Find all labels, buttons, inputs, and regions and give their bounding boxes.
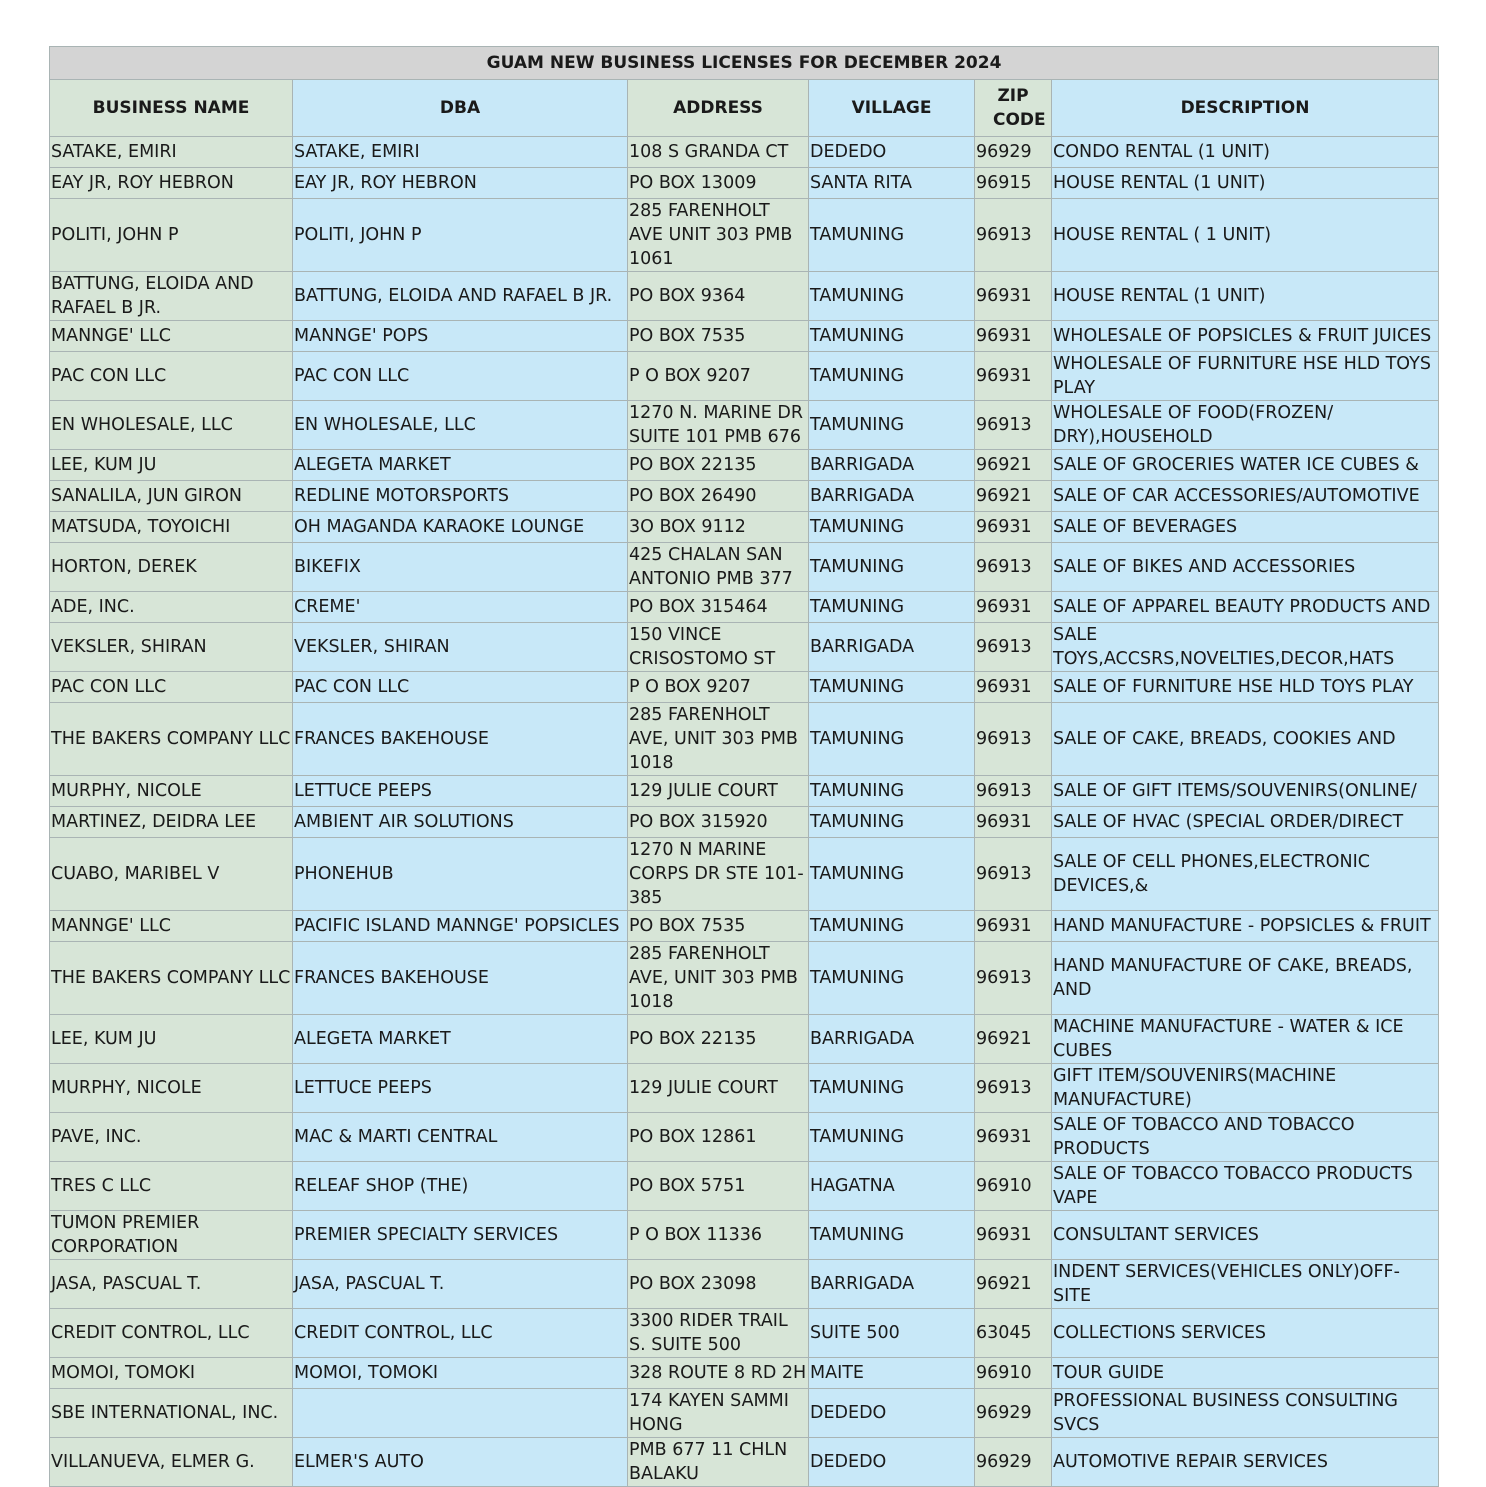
cell-business-name: PAVE, INC. <box>50 1113 293 1162</box>
cell-address: 150 VINCE CRISOSTOMO ST <box>628 623 809 672</box>
cell-village: TAMUNING <box>809 1211 975 1260</box>
cell-dba: MANNGE' POPS <box>293 321 628 352</box>
cell-dba: ELMER'S AUTO <box>293 1438 628 1487</box>
table-row <box>50 199 1439 272</box>
cell-description: AUTOMOTIVE REPAIR SERVICES <box>1052 1438 1439 1487</box>
cell-address: P O BOX 9207 <box>628 352 809 401</box>
cell-village: TAMUNING <box>809 592 975 623</box>
cell-village: TAMUNING <box>809 838 975 911</box>
cell-description: SALE OF GIFT ITEMS/SOUVENIRS(ONLINE/ <box>1052 776 1439 807</box>
header-row <box>50 80 1439 137</box>
table-row <box>50 450 1439 481</box>
cell-business-name: MATSUDA, TOYOICHI <box>50 512 293 543</box>
cell-village: TAMUNING <box>809 352 975 401</box>
cell-dba: FRANCES BAKEHOUSE <box>293 942 628 1015</box>
cell-village: TAMUNING <box>809 543 975 592</box>
cell-dba: BIKEFIX <box>293 543 628 592</box>
cell-business-name: ADE, INC. <box>50 592 293 623</box>
table-row <box>50 1438 1439 1487</box>
cell-village: HAGATNA <box>809 1162 975 1211</box>
cell-village: DEDEDO <box>809 1438 975 1487</box>
cell-business-name: MOMOI, TOMOKI <box>50 1358 293 1389</box>
cell-village: BARRIGADA <box>809 1260 975 1309</box>
cell-business-name: PAC CON LLC <box>50 352 293 401</box>
cell-business-name: THE BAKERS COMPANY LLC <box>50 942 293 1015</box>
cell-description: MACHINE MANUFACTURE - WATER & ICE CUBES <box>1052 1015 1439 1064</box>
table-row <box>50 1113 1439 1162</box>
table-row <box>50 1211 1439 1260</box>
cell-address: 108 S GRANDA CT <box>628 137 809 168</box>
cell-business-name: MURPHY, NICOLE <box>50 1064 293 1113</box>
cell-dba: BATTUNG, ELOIDA AND RAFAEL B JR. <box>293 272 628 321</box>
table-row <box>50 481 1439 512</box>
table-row <box>50 623 1439 672</box>
cell-business-name: TUMON PREMIER CORPORATION <box>50 1211 293 1260</box>
table-row <box>50 401 1439 450</box>
cell-business-name: MARTINEZ, DEIDRA LEE <box>50 807 293 838</box>
table-body <box>50 137 1439 1487</box>
cell-dba: CREME' <box>293 592 628 623</box>
cell-zip-code: 96931 <box>975 1211 1052 1260</box>
cell-description: SALE OF CELL PHONES,ELECTRONIC DEVICES,& <box>1052 838 1439 911</box>
cell-village: TAMUNING <box>809 1064 975 1113</box>
table-row <box>50 272 1439 321</box>
cell-zip-code: 96913 <box>975 942 1052 1015</box>
business-licenses-table <box>49 46 1439 1487</box>
cell-zip-code: 96913 <box>975 199 1052 272</box>
cell-description: SALE OF CAKE, BREADS, COOKIES AND <box>1052 703 1439 776</box>
cell-dba: POLITI, JOHN P <box>293 199 628 272</box>
cell-dba: PAC CON LLC <box>293 352 628 401</box>
table-row <box>50 703 1439 776</box>
cell-address: PO BOX 5751 <box>628 1162 809 1211</box>
cell-village: TAMUNING <box>809 512 975 543</box>
cell-zip-code: 96931 <box>975 272 1052 321</box>
cell-address: PO BOX 22135 <box>628 450 809 481</box>
cell-village: BARRIGADA <box>809 450 975 481</box>
table-row <box>50 1064 1439 1113</box>
cell-description: HAND MANUFACTURE - POPSICLES & FRUIT <box>1052 911 1439 942</box>
cell-zip-code: 63045 <box>975 1309 1052 1358</box>
table-row <box>50 1260 1439 1309</box>
cell-business-name: SANALILA, JUN GIRON <box>50 481 293 512</box>
cell-dba: MOMOI, TOMOKI <box>293 1358 628 1389</box>
cell-description: GIFT ITEM/SOUVENIRS(MACHINE MANUFACTURE) <box>1052 1064 1439 1113</box>
cell-address: 328 ROUTE 8 RD 2H <box>628 1358 809 1389</box>
cell-village: BARRIGADA <box>809 623 975 672</box>
cell-zip-code: 96931 <box>975 321 1052 352</box>
header-dba: DBA <box>293 80 628 137</box>
cell-description: SALE OF BEVERAGES <box>1052 512 1439 543</box>
cell-description: COLLECTIONS SERVICES <box>1052 1309 1439 1358</box>
cell-business-name: CUABO, MARIBEL V <box>50 838 293 911</box>
cell-address: 129 JULIE COURT <box>628 1064 809 1113</box>
cell-address: PO BOX 7535 <box>628 321 809 352</box>
table-row <box>50 776 1439 807</box>
cell-dba <box>293 1389 628 1438</box>
cell-address: 1270 N MARINE CORPS DR STE 101-385 <box>628 838 809 911</box>
cell-zip-code: 96929 <box>975 137 1052 168</box>
cell-dba: FRANCES BAKEHOUSE <box>293 703 628 776</box>
table-row <box>50 168 1439 199</box>
cell-village: DEDEDO <box>809 1389 975 1438</box>
table-row <box>50 512 1439 543</box>
table-row <box>50 911 1439 942</box>
cell-dba: PREMIER SPECIALTY SERVICES <box>293 1211 628 1260</box>
cell-business-name: MANNGE' LLC <box>50 321 293 352</box>
cell-address: P O BOX 11336 <box>628 1211 809 1260</box>
cell-zip-code: 96913 <box>975 776 1052 807</box>
cell-dba: ALEGETA MARKET <box>293 1015 628 1064</box>
cell-zip-code: 96910 <box>975 1358 1052 1389</box>
cell-village: TAMUNING <box>809 776 975 807</box>
table-row <box>50 942 1439 1015</box>
cell-address: PO BOX 13009 <box>628 168 809 199</box>
table-row <box>50 1162 1439 1211</box>
table-row <box>50 1358 1439 1389</box>
cell-description: SALE OF HVAC (SPECIAL ORDER/DIRECT <box>1052 807 1439 838</box>
header-description: DESCRIPTION <box>1052 80 1439 137</box>
table-row <box>50 592 1439 623</box>
cell-zip-code: 96921 <box>975 1015 1052 1064</box>
cell-address: PO BOX 26490 <box>628 481 809 512</box>
cell-zip-code: 96931 <box>975 911 1052 942</box>
cell-dba: EAY JR, ROY HEBRON <box>293 168 628 199</box>
cell-zip-code: 96913 <box>975 623 1052 672</box>
cell-description: HOUSE RENTAL ( 1 UNIT) <box>1052 199 1439 272</box>
cell-address: PO BOX 9364 <box>628 272 809 321</box>
cell-dba: RELEAF SHOP (THE) <box>293 1162 628 1211</box>
cell-dba: REDLINE MOTORSPORTS <box>293 481 628 512</box>
cell-address: PO BOX 23098 <box>628 1260 809 1309</box>
cell-dba: PHONEHUB <box>293 838 628 911</box>
cell-zip-code: 96913 <box>975 1064 1052 1113</box>
cell-business-name: LEE, KUM JU <box>50 450 293 481</box>
header-business-name: BUSINESS NAME <box>50 80 293 137</box>
cell-dba: ALEGETA MARKET <box>293 450 628 481</box>
cell-village: DEDEDO <box>809 137 975 168</box>
cell-address: 3O BOX 9112 <box>628 512 809 543</box>
cell-dba: SATAKE, EMIRI <box>293 137 628 168</box>
table-row <box>50 807 1439 838</box>
cell-description: HAND MANUFACTURE OF CAKE, BREADS, AND <box>1052 942 1439 1015</box>
cell-business-name: MANNGE' LLC <box>50 911 293 942</box>
cell-village: TAMUNING <box>809 272 975 321</box>
cell-address: 425 CHALAN SAN ANTONIO PMB 377 <box>628 543 809 592</box>
cell-description: WHOLESALE OF FOOD(FROZEN/ DRY),HOUSEHOLD <box>1052 401 1439 450</box>
cell-dba: OH MAGANDA KARAOKE LOUNGE <box>293 512 628 543</box>
cell-description: TOUR GUIDE <box>1052 1358 1439 1389</box>
table-row <box>50 543 1439 592</box>
cell-dba: CREDIT CONTROL, LLC <box>293 1309 628 1358</box>
table-title: GUAM NEW BUSINESS LICENSES FOR DECEMBER 2024 <box>50 47 1439 80</box>
cell-zip-code: 96929 <box>975 1438 1052 1487</box>
table-row <box>50 321 1439 352</box>
cell-village: TAMUNING <box>809 321 975 352</box>
cell-address: 1270 N. MARINE DR SUITE 101 PMB 676 <box>628 401 809 450</box>
table-row <box>50 672 1439 703</box>
header-zip-code: ZIP CODE <box>975 80 1052 137</box>
cell-description: CONDO RENTAL (1 UNIT) <box>1052 137 1439 168</box>
table-row <box>50 1309 1439 1358</box>
cell-business-name: JASA, PASCUAL T. <box>50 1260 293 1309</box>
cell-zip-code: 96913 <box>975 703 1052 776</box>
table-row <box>50 838 1439 911</box>
cell-dba: JASA, PASCUAL T. <box>293 1260 628 1309</box>
cell-description: SALE OF TOBACCO AND TOBACCO PRODUCTS <box>1052 1113 1439 1162</box>
cell-address: 3300 RIDER TRAIL S. SUITE 500 <box>628 1309 809 1358</box>
cell-dba: MAC & MARTI CENTRAL <box>293 1113 628 1162</box>
cell-address: PO BOX 315920 <box>628 807 809 838</box>
cell-description: SALE OF FURNITURE HSE HLD TOYS PLAY <box>1052 672 1439 703</box>
cell-business-name: TRES C LLC <box>50 1162 293 1211</box>
cell-dba: PAC CON LLC <box>293 672 628 703</box>
cell-business-name: EAY JR, ROY HEBRON <box>50 168 293 199</box>
cell-village: TAMUNING <box>809 703 975 776</box>
cell-address: 129 JULIE COURT <box>628 776 809 807</box>
cell-zip-code: 96929 <box>975 1389 1052 1438</box>
cell-village: SUITE 500 <box>809 1309 975 1358</box>
cell-business-name: HORTON, DEREK <box>50 543 293 592</box>
header-village: VILLAGE <box>809 80 975 137</box>
cell-village: BARRIGADA <box>809 1015 975 1064</box>
cell-description: SALE OF CAR ACCESSORIES/AUTOMOTIVE <box>1052 481 1439 512</box>
cell-address: 174 KAYEN SAMMI HONG <box>628 1389 809 1438</box>
table-row <box>50 1389 1439 1438</box>
cell-description: WHOLESALE OF POPSICLES & FRUIT JUICES <box>1052 321 1439 352</box>
cell-dba: VEKSLER, SHIRAN <box>293 623 628 672</box>
cell-village: TAMUNING <box>809 199 975 272</box>
cell-dba: LETTUCE PEEPS <box>293 776 628 807</box>
cell-business-name: MURPHY, NICOLE <box>50 776 293 807</box>
cell-business-name: EN WHOLESALE, LLC <box>50 401 293 450</box>
cell-business-name: CREDIT CONTROL, LLC <box>50 1309 293 1358</box>
cell-business-name: LEE, KUM JU <box>50 1015 293 1064</box>
cell-village: TAMUNING <box>809 942 975 1015</box>
cell-zip-code: 96913 <box>975 401 1052 450</box>
cell-business-name: PAC CON LLC <box>50 672 293 703</box>
cell-address: PO BOX 315464 <box>628 592 809 623</box>
cell-description: INDENT SERVICES(VEHICLES ONLY)OFF-SITE <box>1052 1260 1439 1309</box>
cell-zip-code: 96913 <box>975 838 1052 911</box>
cell-zip-code: 96931 <box>975 512 1052 543</box>
cell-address: P O BOX 9207 <box>628 672 809 703</box>
cell-dba: AMBIENT AIR SOLUTIONS <box>293 807 628 838</box>
cell-village: TAMUNING <box>809 807 975 838</box>
cell-zip-code: 96910 <box>975 1162 1052 1211</box>
cell-description: HOUSE RENTAL (1 UNIT) <box>1052 168 1439 199</box>
cell-village: TAMUNING <box>809 1113 975 1162</box>
cell-dba: EN WHOLESALE, LLC <box>293 401 628 450</box>
cell-address: 285 FARENHOLT AVE, UNIT 303 PMB 1018 <box>628 942 809 1015</box>
cell-zip-code: 96931 <box>975 352 1052 401</box>
cell-description: SALE OF BIKES AND ACCESSORIES <box>1052 543 1439 592</box>
cell-address: PO BOX 7535 <box>628 911 809 942</box>
cell-village: TAMUNING <box>809 911 975 942</box>
table-row <box>50 137 1439 168</box>
cell-dba: PACIFIC ISLAND MANNGE' POPSICLES <box>293 911 628 942</box>
cell-business-name: POLITI, JOHN P <box>50 199 293 272</box>
cell-zip-code: 96931 <box>975 807 1052 838</box>
cell-zip-code: 96921 <box>975 1260 1052 1309</box>
cell-address: PMB 677 11 CHLN BALAKU <box>628 1438 809 1487</box>
cell-business-name: THE BAKERS COMPANY LLC <box>50 703 293 776</box>
cell-address: PO BOX 22135 <box>628 1015 809 1064</box>
cell-zip-code: 96921 <box>975 481 1052 512</box>
table-row <box>50 352 1439 401</box>
cell-village: TAMUNING <box>809 672 975 703</box>
cell-description: WHOLESALE OF FURNITURE HSE HLD TOYS PLAY <box>1052 352 1439 401</box>
cell-address: 285 FARENHOLT AVE UNIT 303 PMB 1061 <box>628 199 809 272</box>
cell-zip-code: 96931 <box>975 592 1052 623</box>
cell-address: 285 FARENHOLT AVE, UNIT 303 PMB 1018 <box>628 703 809 776</box>
header-address: ADDRESS <box>628 80 809 137</box>
cell-business-name: VEKSLER, SHIRAN <box>50 623 293 672</box>
cell-business-name: SBE INTERNATIONAL, INC. <box>50 1389 293 1438</box>
cell-description: SALE OF TOBACCO TOBACCO PRODUCTS VAPE <box>1052 1162 1439 1211</box>
cell-dba: LETTUCE PEEPS <box>293 1064 628 1113</box>
cell-description: SALE OF APPAREL BEAUTY PRODUCTS AND <box>1052 592 1439 623</box>
cell-village: TAMUNING <box>809 401 975 450</box>
cell-village: MAITE <box>809 1358 975 1389</box>
cell-zip-code: 96915 <box>975 168 1052 199</box>
cell-description: PROFESSIONAL BUSINESS CONSULTING SVCS <box>1052 1389 1439 1438</box>
cell-business-name: BATTUNG, ELOIDA AND RAFAEL B JR. <box>50 272 293 321</box>
cell-zip-code: 96931 <box>975 672 1052 703</box>
cell-description: SALE TOYS,ACCSRS,NOVELTIES,DECOR,HATS <box>1052 623 1439 672</box>
cell-business-name: SATAKE, EMIRI <box>50 137 293 168</box>
cell-description: CONSULTANT SERVICES <box>1052 1211 1439 1260</box>
cell-village: BARRIGADA <box>809 481 975 512</box>
cell-zip-code: 96913 <box>975 543 1052 592</box>
cell-address: PO BOX 12861 <box>628 1113 809 1162</box>
cell-description: SALE OF GROCERIES WATER ICE CUBES & <box>1052 450 1439 481</box>
cell-zip-code: 96931 <box>975 1113 1052 1162</box>
table-row <box>50 1015 1439 1064</box>
title-row <box>50 47 1439 80</box>
cell-business-name: VILLANUEVA, ELMER G. <box>50 1438 293 1487</box>
cell-description: HOUSE RENTAL (1 UNIT) <box>1052 272 1439 321</box>
cell-village: SANTA RITA <box>809 168 975 199</box>
cell-zip-code: 96921 <box>975 450 1052 481</box>
